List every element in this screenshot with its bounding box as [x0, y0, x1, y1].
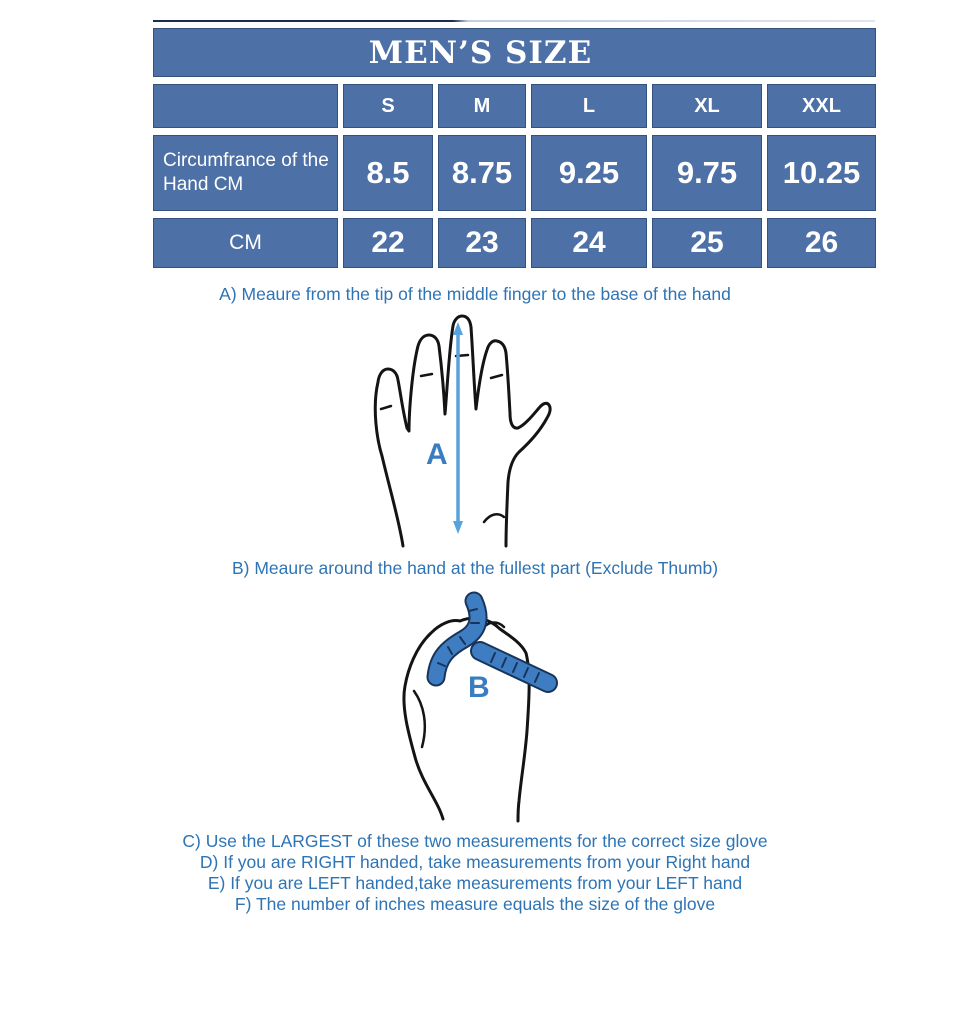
top-divider-line: [153, 20, 875, 22]
instruction-f-text: F) The number of inches measure equals the size of the glove: [234, 894, 716, 914]
circumference-value-l: 9.25: [531, 135, 647, 211]
instruction-e-text: E) If you are LEFT handed,take measurements from your LEFT hand: [207, 873, 743, 893]
measure-a-label: A: [426, 438, 448, 471]
size-column-header-m: M: [438, 84, 526, 128]
open-hand-illustration: [352, 312, 564, 549]
size-table-corner-cell: [153, 84, 338, 128]
instruction-c-text: C) Use the LARGEST of these two measurements for the correct size glove: [182, 831, 768, 851]
circumference-value-xl: 9.75: [652, 135, 762, 211]
cm-value-m: 23: [438, 218, 526, 268]
circumference-value-xxl: 10.25: [767, 135, 876, 211]
circumference-row-label: Circumfrance of the Hand CM: [153, 135, 338, 211]
hand-outline: [375, 316, 550, 546]
size-table-title: MEN’S SIZE: [153, 28, 876, 77]
cm-value-s: 22: [343, 218, 433, 268]
cm-value-l: 24: [531, 218, 647, 268]
instruction-b-text: B) Meaure around the hand at the fullest part (Exclude Thumb): [231, 558, 719, 578]
size-column-header-xxl: XXL: [767, 84, 876, 128]
instruction-a-text: A) Meaure from the tip of the middle finger to the base of the hand: [219, 284, 731, 304]
instruction-d-text: D) If you are RIGHT handed, take measurements from your Right hand: [199, 852, 751, 872]
cm-value-xxl: 26: [767, 218, 876, 268]
size-table: [153, 28, 876, 268]
measure-b-label: B: [468, 671, 490, 704]
size-column-header-l: L: [531, 84, 647, 128]
circumference-value-s: 8.5: [343, 135, 433, 211]
bottom-instructions: [0, 831, 950, 915]
fist-outline: [404, 618, 529, 821]
fist-illustration: [388, 589, 568, 826]
size-column-header-xl: XL: [652, 84, 762, 128]
cm-value-xl: 25: [652, 218, 762, 268]
circumference-value-m: 8.75: [438, 135, 526, 211]
cm-row-label: CM: [153, 218, 338, 268]
size-column-header-s: S: [343, 84, 433, 128]
